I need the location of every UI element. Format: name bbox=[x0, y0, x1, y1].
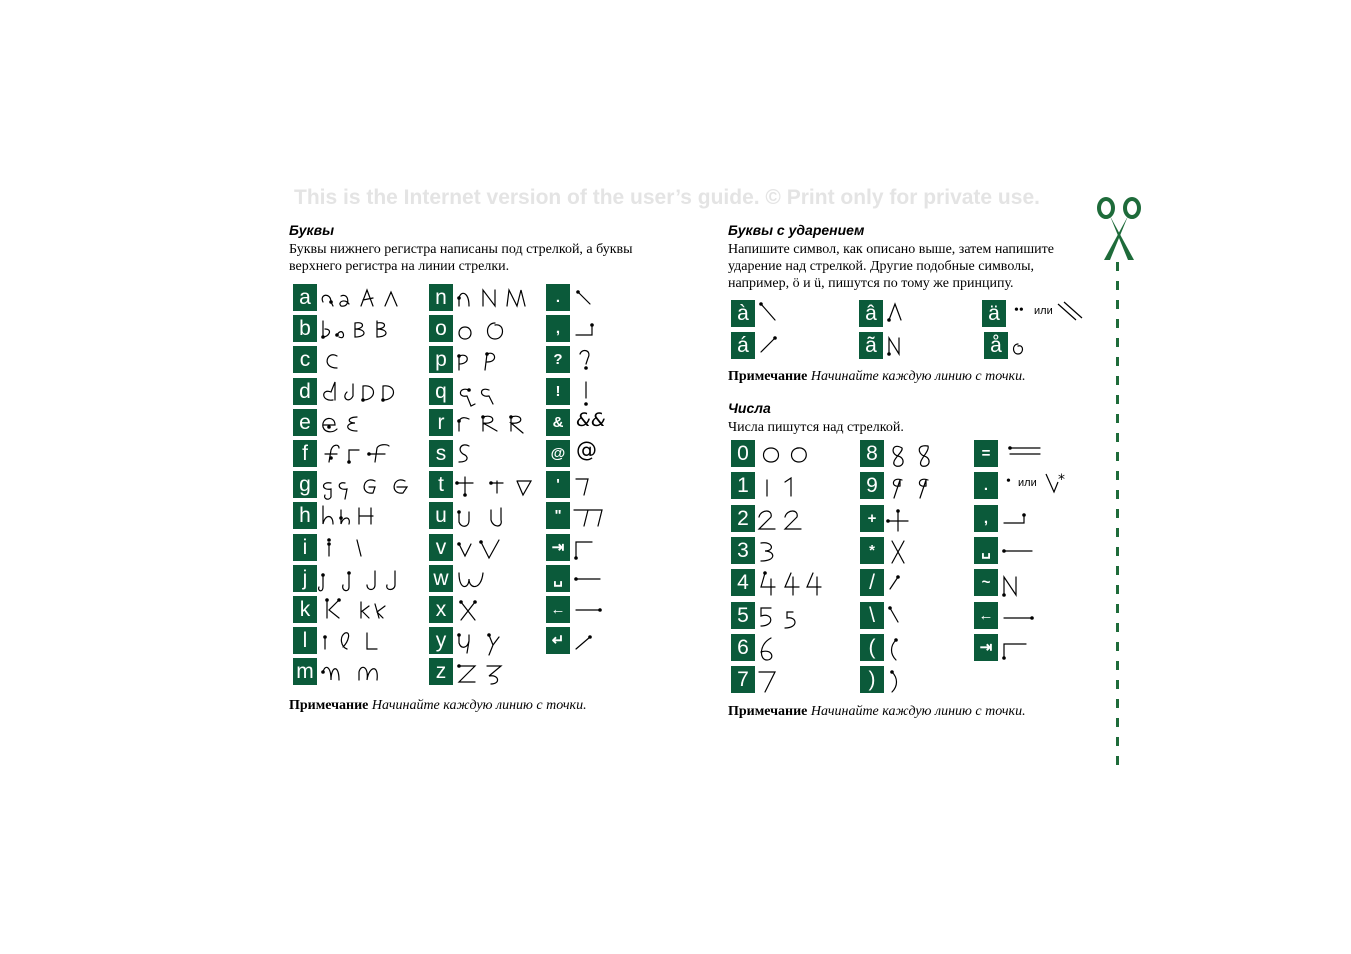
number-symbol-row bbox=[974, 472, 1144, 500]
number-symbol-key: + bbox=[860, 505, 884, 532]
number-key: 0 bbox=[731, 440, 755, 467]
letter-key: i bbox=[293, 534, 317, 561]
accent-key: ã bbox=[859, 332, 883, 359]
accent-row bbox=[984, 332, 1154, 360]
number-symbol-row bbox=[974, 537, 1144, 565]
accent-key: ä bbox=[982, 300, 1006, 327]
symbol-row bbox=[546, 284, 716, 312]
numbers-text: Числа пишутся над стрелкой. bbox=[728, 420, 904, 435]
number-symbol-row bbox=[974, 634, 1144, 662]
note-label: Примечание bbox=[728, 369, 808, 384]
number-symbol-key: ) bbox=[860, 666, 884, 693]
accent-key: à bbox=[731, 300, 755, 327]
letters-text: Буквы нижнего регистра написаны под стрелкой, а буквы верхнего регистра на линии стрелки. bbox=[289, 242, 633, 274]
at-glyph: @ bbox=[576, 438, 597, 462]
accent-row bbox=[982, 300, 1152, 328]
number-key: 3 bbox=[731, 537, 755, 564]
number-symbol-key: = bbox=[974, 440, 998, 467]
symbol-key: & bbox=[546, 409, 570, 436]
number-key: 5 bbox=[731, 602, 755, 629]
letter-key: n bbox=[429, 284, 453, 311]
accent-key: á bbox=[731, 332, 755, 359]
symbol-row bbox=[546, 565, 716, 593]
accents-text: Напишите символ, как описано выше, затем напишите ударение над стрелкой. Другие подобные символы, например, ö и ü, пишутся по тому же принципу. bbox=[728, 242, 1054, 291]
number-symbol-row bbox=[974, 505, 1144, 533]
symbol-key: . bbox=[546, 284, 570, 311]
symbol-key: ← bbox=[546, 596, 570, 623]
letter-key: p bbox=[429, 346, 453, 373]
number-symbol-key: ~ bbox=[974, 569, 998, 596]
number-symbol-key: ␣ bbox=[974, 537, 998, 564]
number-key: 6 bbox=[731, 634, 755, 661]
number-symbol-row bbox=[974, 602, 1144, 630]
letter-key: m bbox=[293, 658, 317, 685]
letter-key: z bbox=[429, 658, 453, 685]
slash-star-glyph bbox=[1044, 472, 1068, 498]
number-symbol-key: \ bbox=[860, 602, 884, 629]
letter-key: j bbox=[293, 565, 317, 592]
symbol-row bbox=[546, 534, 716, 562]
letter-key: k bbox=[293, 596, 317, 623]
symbol-key: ␣ bbox=[546, 565, 570, 592]
letter-key: a bbox=[293, 284, 317, 311]
svg-text:*: * bbox=[1058, 472, 1065, 489]
number-symbol-key: 9 bbox=[860, 472, 884, 499]
letter-key: o bbox=[429, 315, 453, 342]
letter-key: l bbox=[293, 627, 317, 654]
letter-key: u bbox=[429, 502, 453, 529]
letter-key: r bbox=[429, 409, 453, 436]
symbol-key: ↵ bbox=[546, 627, 570, 654]
symbol-key: @ bbox=[546, 440, 570, 467]
number-key: 4 bbox=[731, 569, 755, 596]
symbol-row bbox=[546, 596, 716, 624]
letter-key: w bbox=[429, 565, 453, 592]
number-symbol-key: ← bbox=[974, 602, 998, 629]
letter-key: f bbox=[293, 440, 317, 467]
number-symbol-key: 8 bbox=[860, 440, 884, 467]
symbol-key: ! bbox=[546, 378, 570, 405]
number-symbol-key: , bbox=[974, 505, 998, 532]
note-text: Начинайте каждую линию с точки. bbox=[810, 369, 1026, 384]
letter-key: x bbox=[429, 596, 453, 623]
symbol-row bbox=[546, 471, 716, 499]
letter-key: h bbox=[293, 502, 317, 529]
letter-key: q bbox=[429, 378, 453, 405]
letter-row bbox=[429, 658, 599, 686]
symbol-key: ⇥ bbox=[546, 534, 570, 561]
number-symbol-key: / bbox=[860, 569, 884, 596]
symbol-row bbox=[546, 315, 716, 343]
letter-key: s bbox=[429, 440, 453, 467]
number-symbol-row bbox=[974, 440, 1144, 468]
accents-note bbox=[728, 369, 1026, 385]
note-text: Начинайте каждую линию с точки. bbox=[810, 704, 1026, 719]
numbers-heading: Числа bbox=[728, 400, 771, 416]
symbol-row bbox=[546, 378, 716, 406]
note-label: Примечание bbox=[289, 698, 369, 713]
letter-key: t bbox=[429, 471, 453, 498]
letters-note bbox=[289, 698, 587, 714]
or-label: или bbox=[1034, 305, 1053, 317]
number-symbol-key: . bbox=[974, 472, 998, 499]
symbol-key: , bbox=[546, 315, 570, 342]
symbol-row bbox=[546, 346, 716, 374]
symbol-row bbox=[546, 440, 716, 468]
number-key: 1 bbox=[731, 472, 755, 499]
letter-key: v bbox=[429, 534, 453, 561]
dots-glyph: •• bbox=[1014, 303, 1024, 318]
note-text: Начинайте каждую линию с точки. bbox=[371, 698, 587, 713]
letter-key: c bbox=[293, 346, 317, 373]
number-symbol-key: * bbox=[860, 537, 884, 564]
scissors-icon bbox=[1096, 196, 1142, 262]
amp-glyph: && bbox=[576, 408, 606, 431]
number-key: 7 bbox=[731, 666, 755, 693]
symbol-row bbox=[546, 502, 716, 530]
symbol-row bbox=[546, 627, 716, 655]
watermark: This is the Internet version of the user’s guide. © Print only for private use. bbox=[294, 186, 1040, 209]
numbers-note bbox=[728, 704, 1026, 720]
number-symbol-key: ( bbox=[860, 634, 884, 661]
accents-heading: Буквы с ударением bbox=[728, 222, 865, 238]
letter-key: e bbox=[293, 409, 317, 436]
letter-key: g bbox=[293, 471, 317, 498]
letter-key: b bbox=[293, 315, 317, 342]
double-slash-glyph bbox=[1056, 300, 1086, 324]
letter-key: y bbox=[429, 627, 453, 654]
accent-key: å bbox=[984, 332, 1008, 359]
letters-heading: Буквы bbox=[289, 222, 335, 238]
accent-key: â bbox=[859, 300, 883, 327]
symbol-key: ' bbox=[546, 471, 570, 498]
number-symbol-row bbox=[974, 569, 1144, 597]
note-label: Примечание bbox=[728, 704, 808, 719]
number-key: 2 bbox=[731, 505, 755, 532]
number-symbol-key: ⇥ bbox=[974, 634, 998, 661]
letter-key: d bbox=[293, 378, 317, 405]
dot-glyph: • bbox=[1006, 474, 1011, 490]
number-symbol-row bbox=[860, 666, 1030, 694]
symbol-key: ? bbox=[546, 346, 570, 373]
symbol-key: " bbox=[546, 502, 570, 529]
symbol-row bbox=[546, 409, 716, 437]
or-label: или bbox=[1018, 477, 1037, 490]
